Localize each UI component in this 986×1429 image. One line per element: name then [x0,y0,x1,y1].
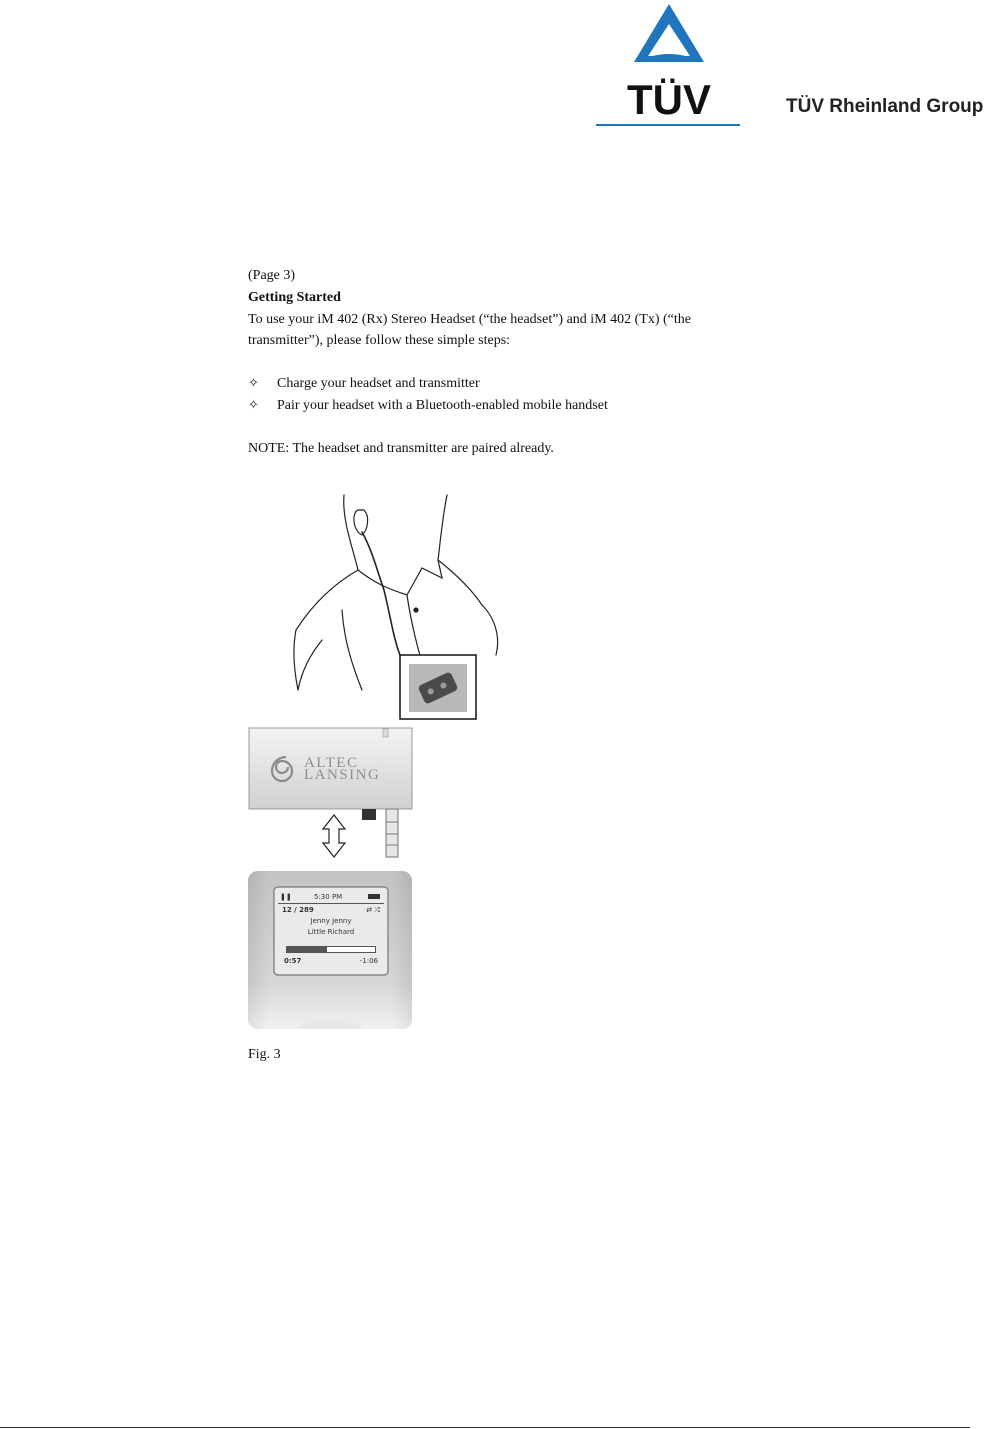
track-index: 12 / 289 [282,906,314,914]
music-player-illustration [248,871,412,1029]
group-name: TÜV Rheinland Group [786,96,984,117]
progress-bar [286,946,376,953]
bullet-text: Pair your headset with a Bluetooth-enabled mobile handset [277,398,608,413]
bullet-star-icon: ✧ [248,398,259,413]
bullet-item [248,395,608,417]
brand-line-1: ALTEC [304,755,359,771]
figure-caption: Fig. 3 [248,1047,281,1062]
tuv-logo [596,0,742,130]
intro-line-2: transmitter”), please follow these simple steps: [248,333,511,348]
section-heading: Getting Started [248,290,341,305]
person-with-headset-illustration [282,490,502,722]
logo-wordmark: TÜV [627,76,711,123]
bullet-text: Charge your headset and transmitter [277,376,480,391]
remaining-time: -1:06 [359,957,378,965]
pause-icon: ❚❚ [280,893,292,901]
elapsed-time: 0:57 [284,957,302,965]
transmitter-illustration [248,727,416,859]
note: NOTE: The headset and transmitter are paired already. [248,441,554,456]
brand-line-2: LANSING [304,767,381,783]
song-title: Jenny Jenny [310,917,352,925]
player-time: 5:30 PM [314,893,343,901]
artist-name: Little Richard [307,928,355,936]
page-reference: (Page 3) [248,268,296,283]
bullet-item [248,373,480,395]
player-screen [278,891,384,971]
shuffle-repeat-icon: ⇄ ⤮ [366,906,380,914]
connect-arrow-icon [323,815,345,857]
intro-line-1: To use your iM 402 (Rx) Stereo Headset (“the headset”) and iM 402 (Tx) (“the [248,312,691,327]
bullet-star-icon: ✧ [248,376,259,391]
footer-rule [0,1427,970,1428]
battery-icon [368,894,380,899]
